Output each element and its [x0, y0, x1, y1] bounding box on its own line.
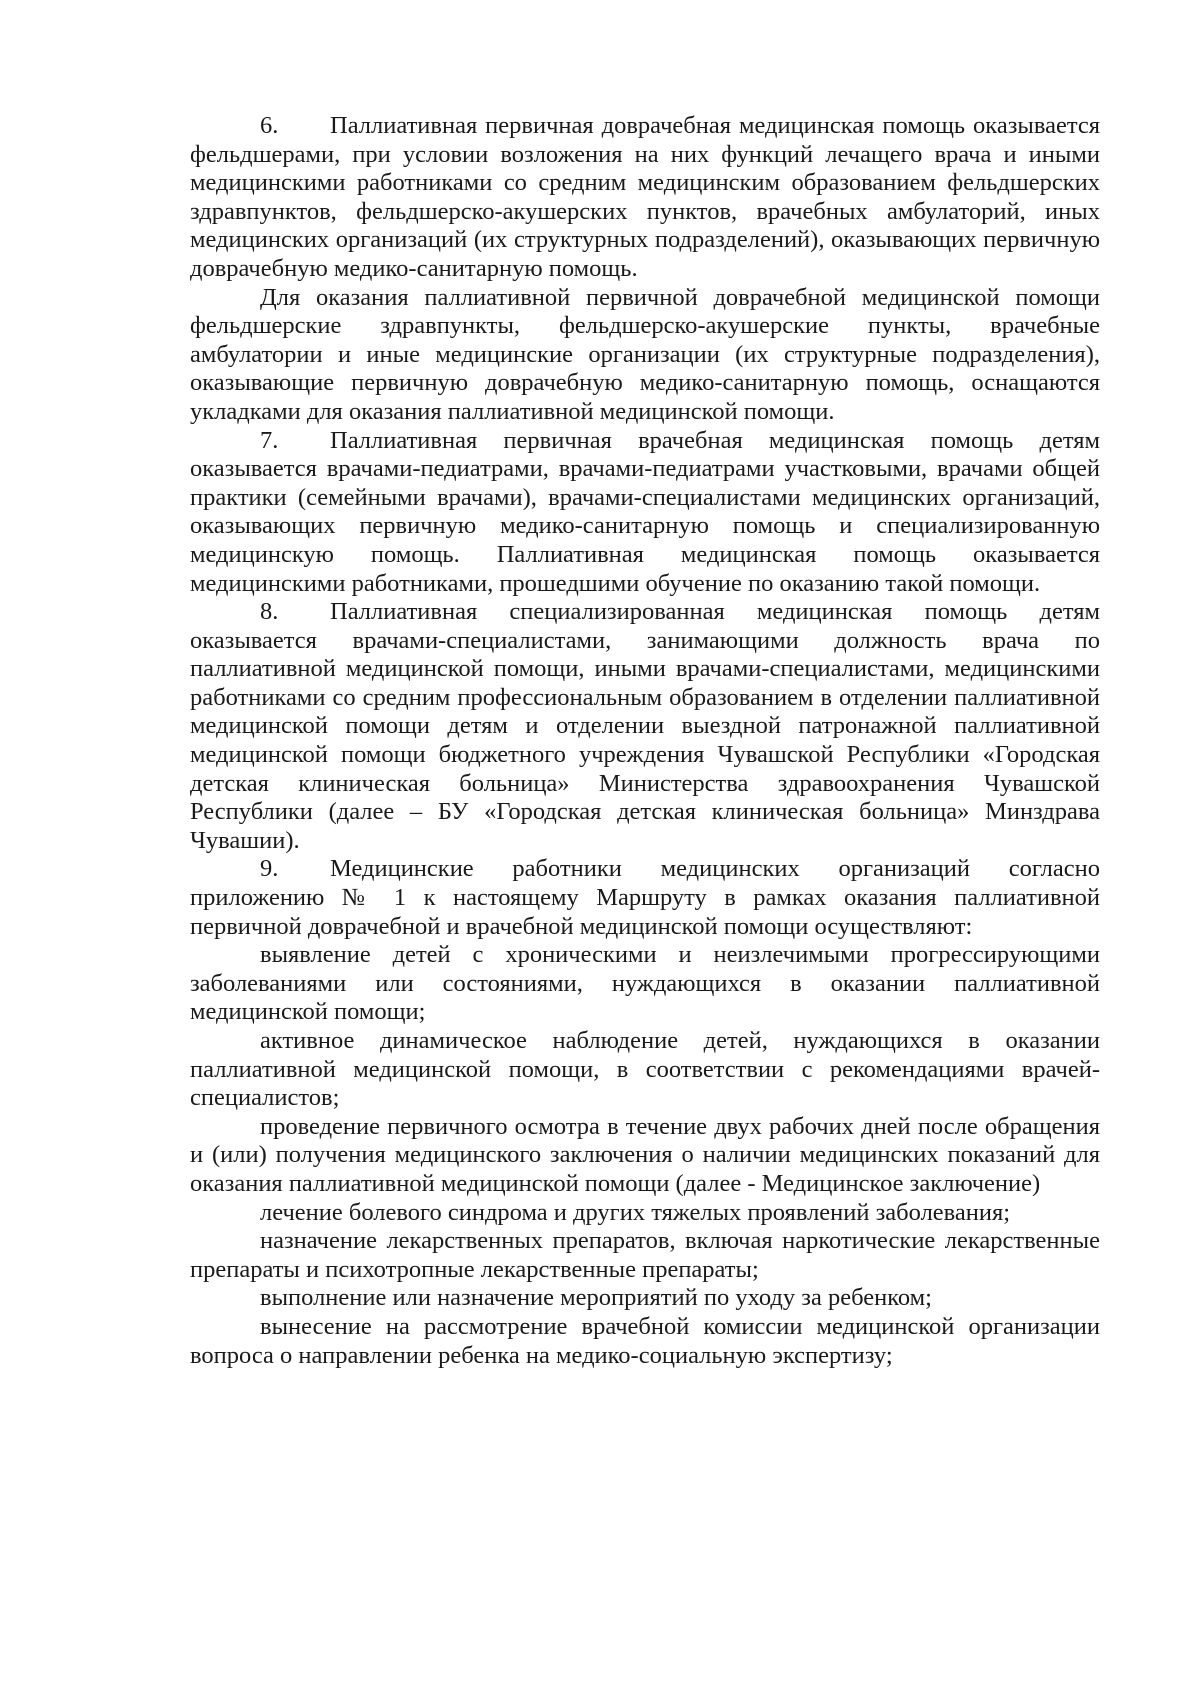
list-item-text: лечение болевого синдрома и других тяжелых проявлений заболевания;	[260, 1198, 1011, 1226]
paragraph-6	[190, 112, 1100, 284]
paragraph-9	[190, 855, 1100, 941]
paragraph-text: Паллиативная первичная доврачебная медицинская помощь оказывается фельдшерами, при условии возложения на них функций лечащего врача и иными медицинскими работниками со средним медицинским образованием фельдшерских здравпунктов, фельдшерско-акушерских пунктов, врачебных амбулаторий, иных медицинских организаций (их структурных подразделений), оказывающих первичную доврачебную медико-санитарную помощь.	[190, 112, 1100, 282]
list-item	[190, 1284, 1100, 1313]
list-item-text: назначение лекарственных препаратов, включая наркотические лекарственные препараты и психотропные лекарственные препараты;	[190, 1227, 1100, 1283]
list-item	[190, 1027, 1100, 1113]
list-item	[190, 941, 1100, 1027]
paragraph-7	[190, 427, 1100, 599]
paragraph-text: Для оказания паллиативной первичной доврачебной медицинской помощи фельдшерские здравпункты, фельдшерско-акушерские пункты, врачебные амбулатории и иные медицинские организации (их структурные подразделения), оказывающие первичную доврачебную медико-санитарную помощь, оснащаются укладками для оказания паллиативной медицинской помощи.	[190, 283, 1100, 425]
list-item-text: выявление детей с хроническими и неизлечимыми прогрессирующими заболеваниями или состояниями, нуждающихся в оказании паллиативной медицинской помощи;	[190, 941, 1100, 1026]
paragraph-text: Паллиативная первичная врачебная медицинская помощь детям оказывается врачами-педиатрами, врачами-педиатрами участковыми, врачами общей практики (семейными врачами), врачами-специалистами медицинских организаций, оказывающих первичную медико-санитарную помощь и специализированную медицинскую помощь. Паллиативная медицинская помощь оказывается медицинскими работниками, прошедшими обучение по оказанию такой помощи.	[190, 426, 1100, 597]
list-item	[190, 1227, 1100, 1284]
list-item-text: выполнение или назначение мероприятий по уходу за ребенком;	[260, 1284, 932, 1312]
list-item-text: активное динамическое наблюдение детей, нуждающихся в оказании паллиативной медицинской помощи, в соответствии с рекомендациями врачей-специалистов;	[190, 1027, 1100, 1112]
paragraph-number: 9.	[260, 855, 279, 883]
paragraph-text: Медицинские работники медицинских организаций согласно приложению № 1 к настоящему Маршруту в рамках оказания паллиативной первичной доврачебной и врачебной медицинской помощи осуществляют:	[190, 855, 1100, 940]
paragraph-number: 6.	[260, 112, 279, 139]
paragraph-8	[190, 598, 1100, 855]
list-item-text: проведение первичного осмотра в течение двух рабочих дней после обращения и (или) получения медицинского заключения о наличии медицинских показаний для оказания паллиативной медицинской помощи (далее - Медицинское заключение)	[190, 1112, 1100, 1197]
list-item-text: вынесение на рассмотрение врачебной комиссии медицинской организации вопроса о направлении ребенка на медико-социальную экспертизу;	[190, 1312, 1100, 1369]
list-item	[190, 1313, 1100, 1370]
paragraph-number: 7.	[260, 426, 279, 454]
paragraph-text: Паллиативная специализированная медицинская помощь детям оказывается врачами-специалистами, занимающими должность врача по паллиативной медицинской помощи, иными врачами-специалистами, медицинскими работниками со средним профессиональным образованием в отделении паллиативной медицинской помощи детям и отделении выездной патронажной паллиативной медицинской помощи бюджетного учреждения Чувашской Республики «Городская детская клиническая больница» Министерства здравоохранения Чувашской Республики (далее – БУ «Городская детская клиническая больница» Минздрава Чувашии).	[190, 598, 1100, 854]
paragraph-6-continued	[190, 284, 1100, 427]
list-item	[190, 1113, 1100, 1199]
list-item	[190, 1199, 1100, 1228]
document-body	[190, 112, 1100, 1370]
paragraph-number: 8.	[260, 598, 279, 626]
